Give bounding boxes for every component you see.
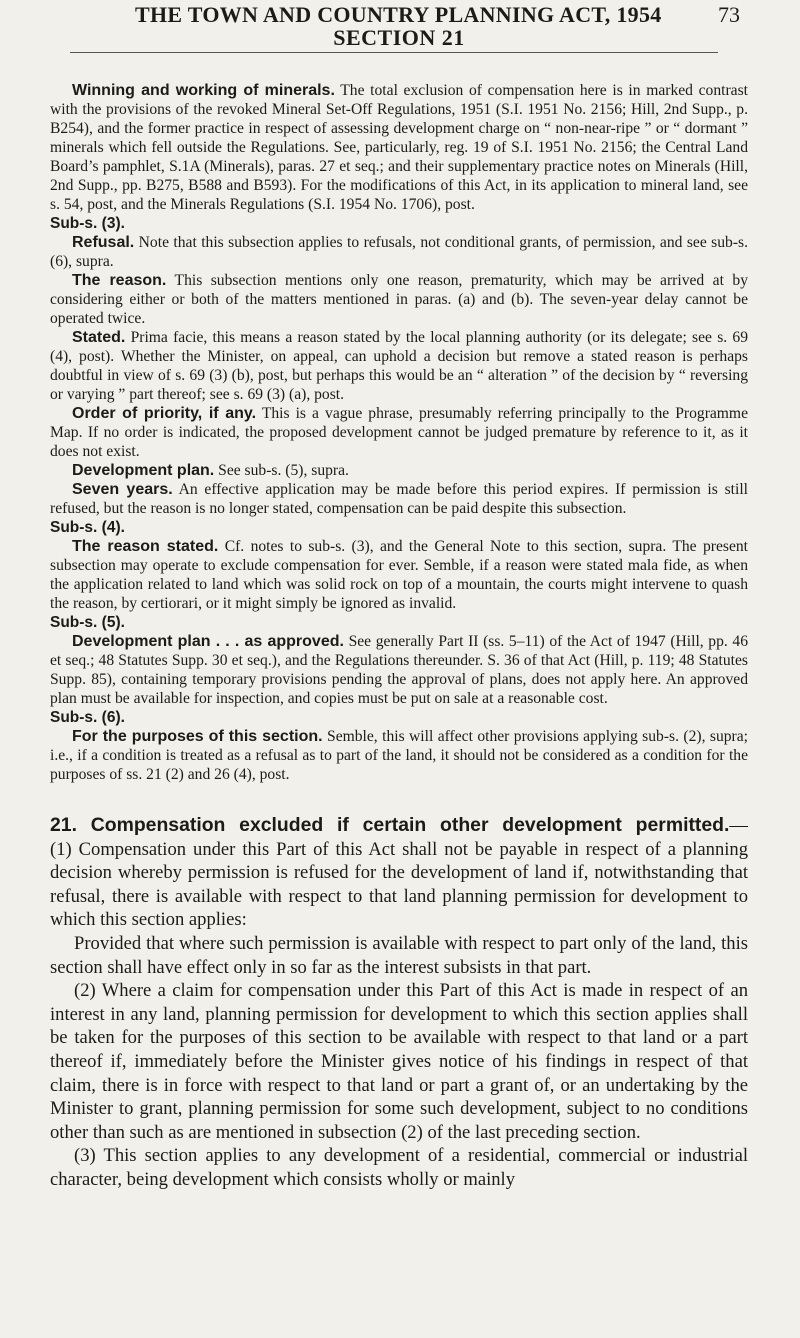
- note-heading: The reason stated.: [72, 538, 219, 555]
- subsection-heading: Sub-s. (5).: [50, 614, 125, 631]
- subsection-heading: Sub-s. (3).: [50, 215, 125, 232]
- note-text: See sub-s. (5), supra.: [214, 462, 349, 479]
- note-paragraph: [50, 328, 748, 404]
- note-paragraph: [50, 537, 748, 613]
- section-paragraph: (2) Where a claim for compensation under this Part of this Act is made in respect of an interest in any land, planning permission for development to which this section applies shall be taken for the purposes of this section to be available with respect to that land or a part thereof if, immediately before the Minister gives notice of his findings in respect of that claim, there is in force with respect to that land or part a grant of, or an undertaking by the Minister to grant, planning permission for some such development, subject to no conditions other than such as are mentioned in subsection (2) of the last preceding section.: [50, 980, 748, 1143]
- note-heading: Stated.: [72, 329, 126, 346]
- page-header: [50, 0, 748, 50]
- note-heading: For the purposes of this section.: [72, 728, 323, 745]
- header-rule: [70, 52, 718, 53]
- note-text: See generally Part II (ss. 5–11) of the Act of 1947 (Hill, pp. 46 et seq.; 48 Statutes Supp. 30 et seq.), and the Regulations thereunder. S. 36 of that Act (Hill, p. 119; 48 Statutes Supp. 85), containing temporary provisions pending the approval of plans, does not apply here. An approved plan must be available for inspection, and copies must be put on sale at a reasonable cost.: [50, 633, 748, 707]
- note-text: Prima facie, this means a reason stated by the local planning authority (or its delegate; see s. 69 (4), post). Whether the Minister, on appeal, can uphold a decision but remove a stated reason is perhaps doubtful in view of s. 69 (3) (b), post, but perhaps this would be an “ alteration ” of the decision by “ reversing or varying ” part thereof; see s. 69 (3) (a), post.: [50, 329, 748, 403]
- subsection-heading: Sub-s. (4).: [50, 519, 125, 536]
- note-heading: Order of priority, if any.: [72, 405, 257, 422]
- running-head: THE TOWN AND COUNTRY PLANNING ACT, 1954: [135, 2, 662, 27]
- annotation-notes: [50, 81, 748, 784]
- note-paragraph: [50, 632, 748, 708]
- page-number: 73: [718, 2, 740, 27]
- section-label: SECTION 21: [333, 25, 465, 50]
- note-paragraph: [50, 480, 748, 518]
- note-paragraph: [50, 461, 748, 480]
- note-text: Cf. notes to sub-s. (3), and the General Note to this section, supra. The present subsection may operate to exclude compensation for ever. Semble, if a reason were stated mala fide, as when the application related to land which was solid rock on top of a mountain, the courts might intervene to quash the reason, by certiorari, or it might simply be ignored as invalid.: [50, 538, 748, 612]
- note-paragraph: [50, 727, 748, 784]
- note-paragraph: [50, 271, 748, 328]
- section-text: —(1) Compensation under this Part of this Act shall not be payable in respect of a planning decision whereby permission is refused for the development of land if, notwithstanding that refusal, there is available with respect to that land planning permission for development to which this section applies:: [50, 815, 748, 931]
- section-paragraph: Provided that where such permission is available with respect to part only of the land, this section shall have effect only in so far as the interest subsists in that part.: [50, 932, 748, 978]
- note-text: This subsection mentions only one reason, prematurity, which may be arrived at by considering either or both of the matters mentioned in paras. (a) and (b). The seven-year delay cannot be operated twice.: [50, 272, 748, 327]
- note-paragraph: [50, 81, 748, 214]
- note-paragraph: [50, 404, 748, 461]
- section-paragraph: (3) This section applies to any development of a residential, commercial or industrial character, being development which consists wholly or mainly: [50, 1145, 748, 1190]
- note-heading: Seven years.: [72, 481, 173, 498]
- note-heading: The reason.: [72, 272, 167, 289]
- note-text: An effective application may be made before this period expires. If permission is still refused, but the reason is no longer stated, compensation can be paid despite this subsection.: [50, 481, 748, 517]
- statute-text: [50, 814, 748, 1192]
- section-heading: 21. Compensation excluded if certain other development permitted.: [50, 814, 730, 836]
- subsection-heading: Sub-s. (6).: [50, 709, 125, 726]
- note-text: Note that this subsection applies to refusals, not conditional grants, of permission, and see sub-s. (6), supra.: [50, 234, 748, 270]
- section-paragraph: [50, 814, 748, 932]
- note-heading: Development plan.: [72, 462, 215, 479]
- note-text: This is a vague phrase, presumably referring principally to the Programme Map. If no order is indicated, the proposed development cannot be judged premature by reference to it, as it does not exist.: [50, 405, 748, 460]
- note-heading: Refusal.: [72, 234, 135, 251]
- note-paragraph: [50, 233, 748, 271]
- note-heading: Development plan . . . as approved.: [72, 633, 344, 650]
- note-text: Semble, this will affect other provisions applying sub-s. (2), supra; i.e., if a condition is treated as a refusal as to part of the land, it should not be considered as a condition for the purposes of ss. 21 (2) and 26 (4), post.: [50, 728, 749, 783]
- note-heading: Winning and working of minerals.: [72, 82, 335, 99]
- note-text: The total exclusion of compensation here is in marked contrast with the provisions of the revoked Mineral Set-Off Regulations, 1951 (S.I. 1951 No. 2156; Hill, 2nd Supp., p. B254), and the former practice in respect of assessing development charge on “ non-near-ripe ” or “ dormant ” minerals which fell outside the Regulations. See, particularly, reg. 19 of S.I. 1951 No. 2156; the Central Land Board’s pamphlet, S.1A (Minerals), paras. 27 et seq.; and their supplementary practice notes on Minerals (Hill, 2nd Supp., pp. B275, B588 and B593). For the modifications of this Act, in its application to mineral land, see s. 54, post, and the Minerals Regulations (S.I. 1954 No. 1706), post.: [50, 82, 748, 213]
